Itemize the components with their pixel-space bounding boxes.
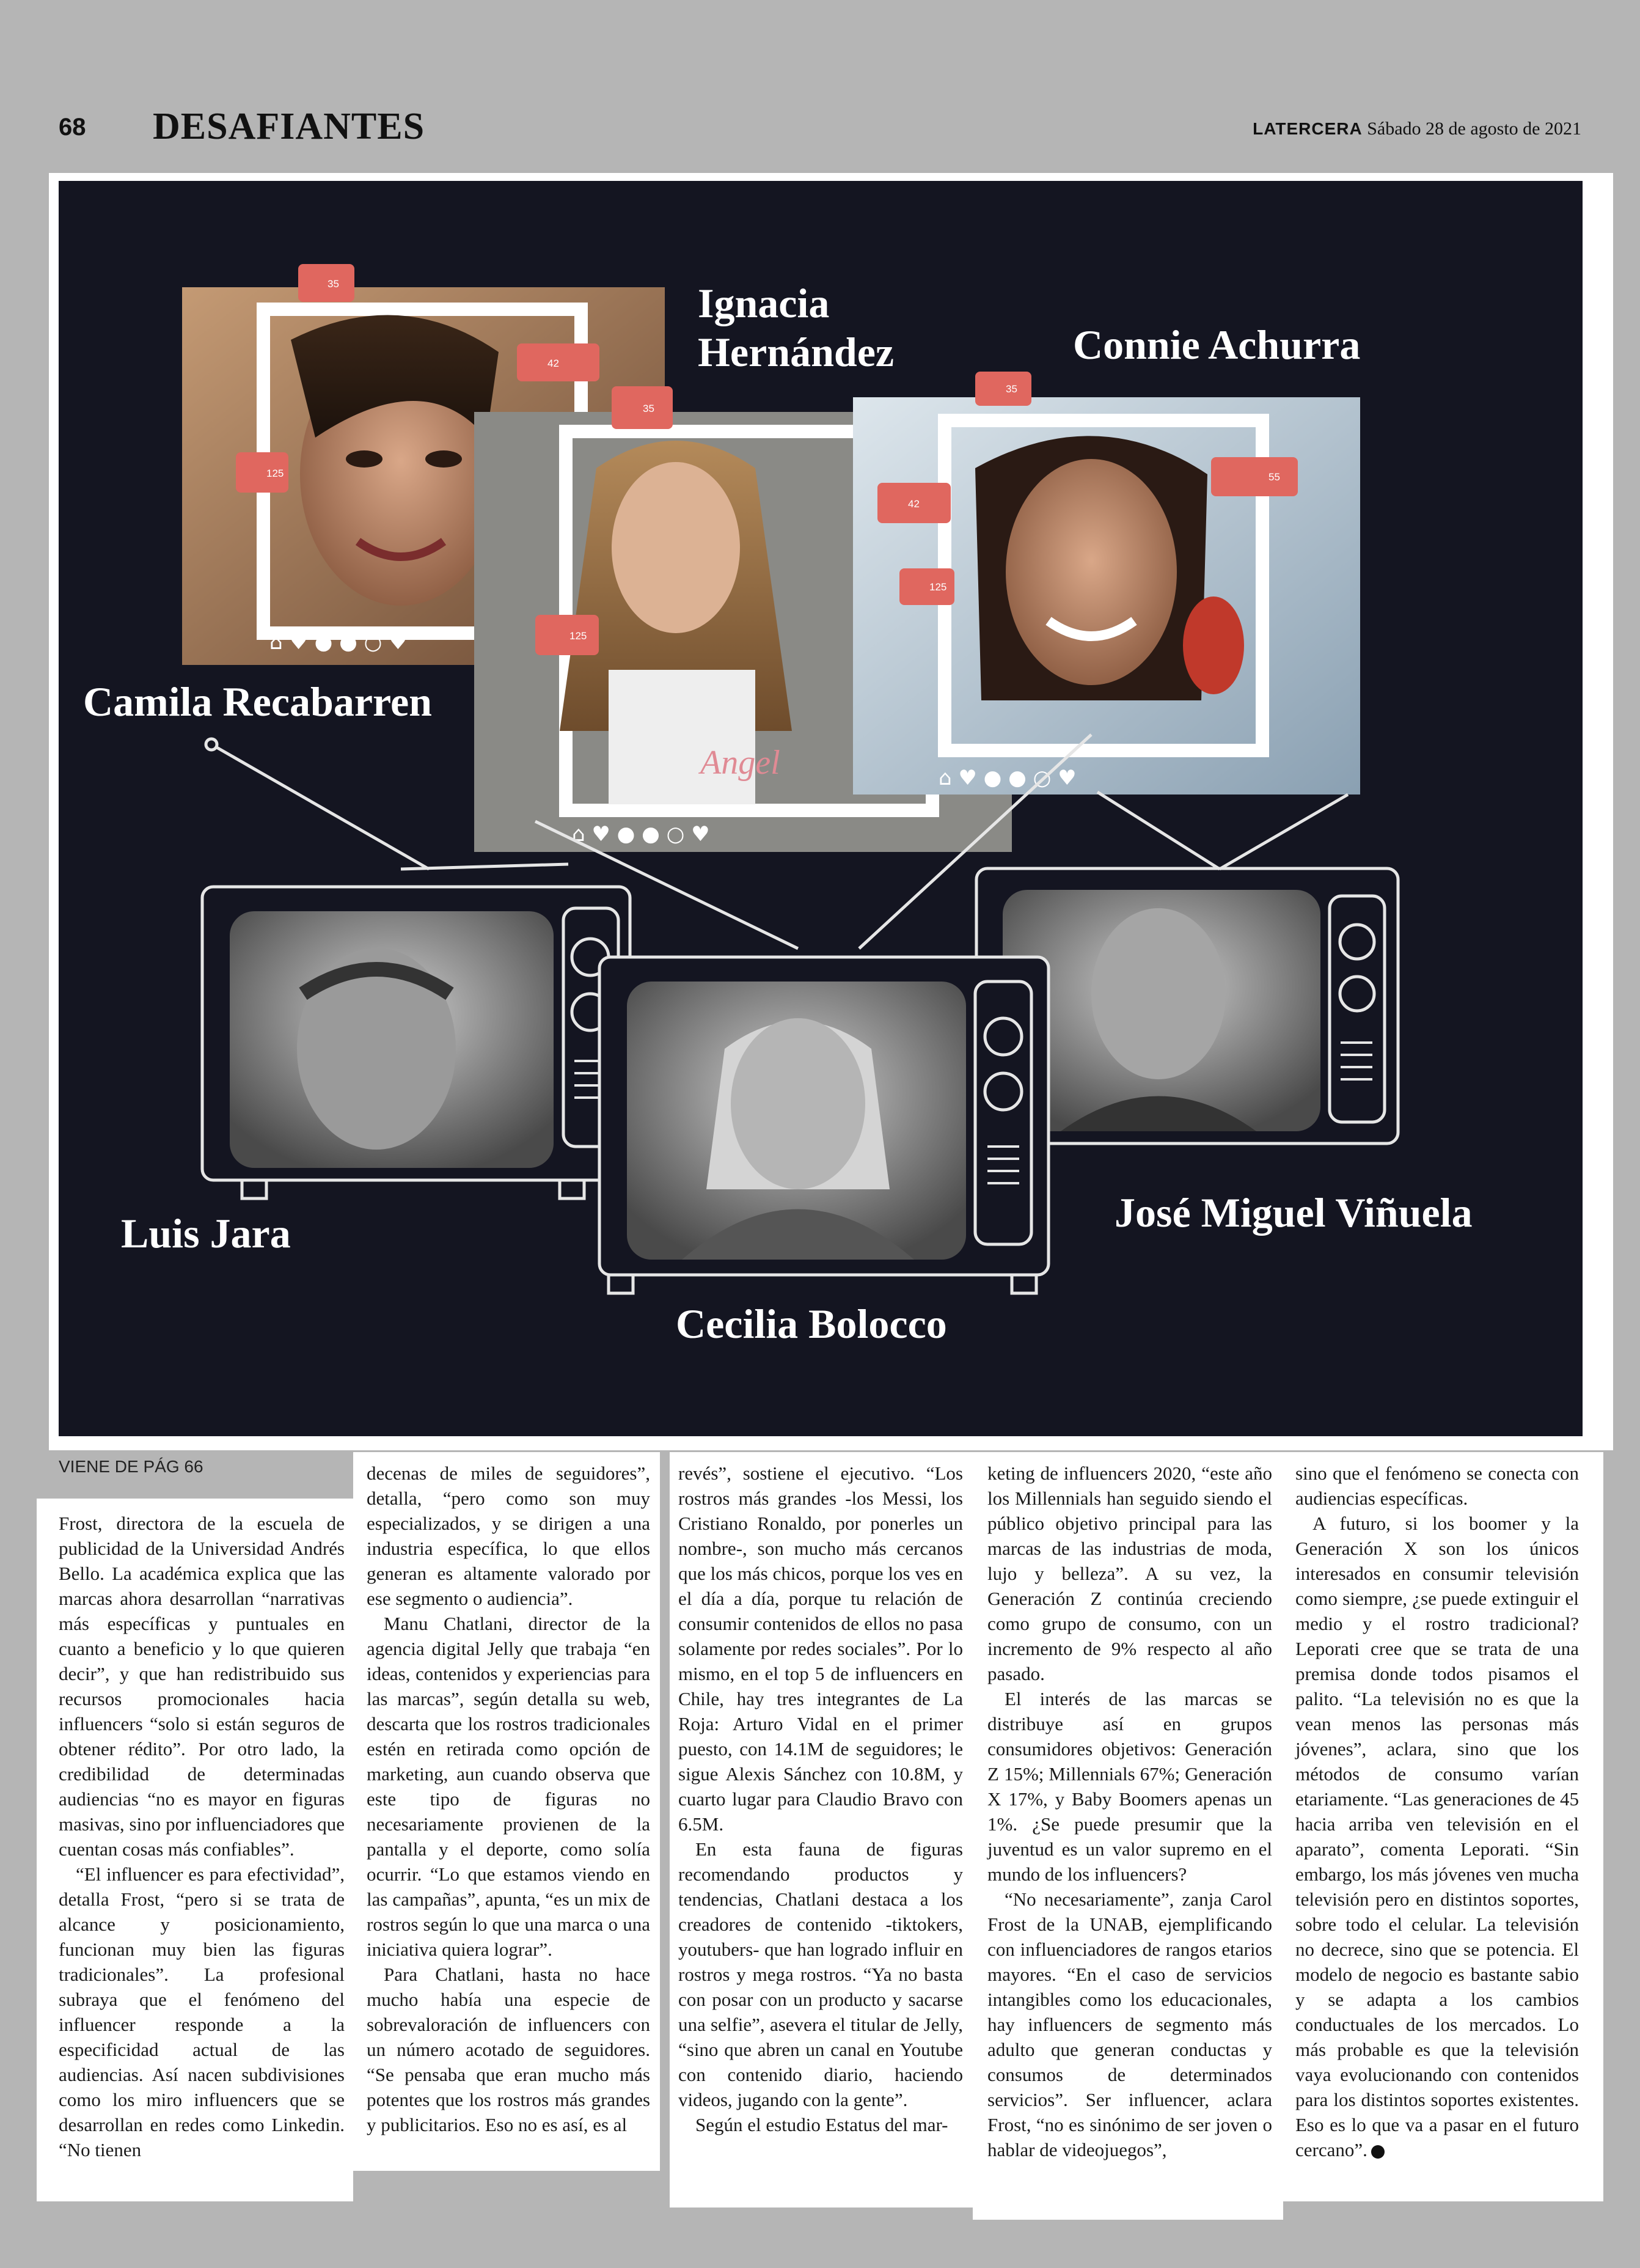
masthead-info [1253, 119, 1581, 139]
badge-comments [1211, 457, 1298, 496]
article-column-1 [37, 1499, 353, 2201]
shirt-text: Angel [700, 744, 780, 782]
badge-followers-count-2: 35 [643, 403, 654, 414]
article-column-3 [670, 1452, 973, 2207]
article-column-2 [353, 1452, 660, 2171]
label-cecilia: Cecilia Bolocco [676, 1301, 947, 1347]
issue-date: Sábado 28 de agosto de 2021 [1367, 119, 1581, 139]
badge-hearts-count-3: 125 [569, 630, 587, 642]
paragraph-with-endmark [1295, 1511, 1579, 2162]
paragraph: Manu Chatlani, director de la agencia digital Jelly que trabaja “en ideas, contenidos y experiencias para las marcas”, según detalla su web, descarta que los rostros tradicionales estén en retirada como opción de marketing, aun cuando observa que este tipo de figuras no necesariamente provienen de la pantalla y el deporte, como solía ocurrir. “Lo que estamos viendo en las campañas”, apunta, “es un mix de rostros según lo que una marca o una iniciativa quiera lograr”. [367, 1613, 650, 1960]
paragraph: sino que el fenómeno se conecta con audiencias específicas. [1295, 1462, 1579, 1509]
paragraph: keting de influencers 2020, “este año los Millennials han seguido siendo el público objetivo principal para las marcas de las industrias de moda, lujo y belleza”. A su vez, la Generación Z continúa creciendo como grupo de consumo, con un incremento de 9% respecto al año pasado. [987, 1462, 1272, 1684]
badge-likes-count: 42 [547, 358, 559, 369]
badge-followers-2 [612, 386, 673, 429]
paragraph: Para Chatlani, hasta no hace mucho había una especie de sobrevaloración de influencers con un número acotado de seguidores. “Se pensaba que eran mucho más potentes que los rostros más grandes y publicitarios. Eso no es así, es al [367, 1964, 650, 2135]
label-jose: José Miguel Viñuela [1115, 1189, 1473, 1236]
paragraph: “El influencer es para efectividad”, detalla Frost, “pero si se trata de alcance y posicionamiento, funcionan muy bien las figuras tradicionales”. La profesional subraya que el fenómeno del influencer responde a la especificidad actual de las audiencias. Así nacen subdivisiones como los miro influencers que se desarrollan en redes como Linkedin. “No tienen [59, 1863, 345, 2160]
label-ignacia: Ignacia Hernández [698, 280, 895, 375]
section-title: DESAFIANTES [153, 106, 425, 147]
svg-text:⌂ ♥ ● ● ○ ♥: ⌂ ♥ ● ● ○ ♥ [572, 822, 710, 846]
page-number: 68 [59, 114, 86, 141]
svg-text:⌂ ♥ ● ● ○ ♥: ⌂ ♥ ● ● ○ ♥ [939, 766, 1077, 790]
badge-hearts-3 [535, 615, 599, 655]
badge-hearts-count-2: 125 [929, 581, 947, 593]
badge-followers-count: 35 [328, 278, 339, 290]
label-luis: Luis Jara [121, 1210, 291, 1257]
hero-illustration [59, 181, 1583, 1436]
tv-cecilia [599, 957, 1049, 1293]
label-camila: Camila Recabarren [83, 678, 432, 725]
badge-hearts [236, 452, 288, 493]
paragraph: decenas de miles de seguidores”, detalla, “pero como son muy especializados, y se dirigen a una industria específica, lo que ellos generan es altamente valorado por ese segmento o audiencia”. [367, 1462, 650, 1609]
paragraph: El interés de las marcas se distribuye así en grupos consumidores objetivos: Generación Z 15%; Millennials 67%; Generación X 17%, y Baby Boomers apenas un 1%. ¿Se puede presumir que la juventud es un valor supremo en el mundo de los influencers? [987, 1688, 1272, 1885]
badge-followers [298, 264, 354, 302]
badge-comments-count: 55 [1268, 471, 1280, 483]
badge-followers-count-3: 35 [1006, 383, 1017, 395]
paragraph: “No necesariamente”, zanja Carol Frost de la UNAB, ejemplificando con influenciadores de rangos etarios mayores. “En el caso de servicios intangibles como los educacionales, hay influencers de segmento más adulto que generan conductas y consumos de determinados servicios”. Ser influencer, aclara Frost, “no es sinónimo de ser joven o hablar de videojuegos”, [987, 1888, 1272, 2160]
continued-from: VIENE DE PÁG 66 [59, 1457, 203, 1476]
brand-name: LATERCERA [1253, 119, 1363, 138]
paragraph: Según el estudio Estatus del mar- [695, 2114, 948, 2135]
paragraph: revés”, sostiene el ejecutivo. “Los rostros más grandes -los Messi, los Cristiano Ronaldo, por ponerles un nombre-, son mucho más cercanos que los más chicos, porque los ves en el día a día, porque tu relación de consumir contenidos de ellos no pasa solamente por redes sociales”. Por lo mismo, en el top 5 de influencers en Chile, hay tres integrantes de La Roja: Arturo Vidal en el primer puesto, con 14.1M de seguidores; le sigue Alexis Sánchez con 10.8M, y cuarto lugar para Claudio Bravo con 6.5M. [678, 1462, 963, 1835]
badge-hearts-2 [899, 568, 954, 605]
tv-luis [202, 887, 630, 1198]
article-column-5 [1283, 1452, 1603, 2201]
paragraph: En esta fauna de figuras recomendando productos y tendencias, Chatlani destaca a los creadores de contenido -tiktokers, youtubers- que han logrado influir en rostros y mega rostros. “Ya no basta con posar con un producto y sacarse una selfie”, asevera el titular de Jelly, “sino que abren un canal en Youtube con contenido diario, haciendo videos, jugando con la gente”. [678, 1838, 963, 2110]
svg-text:⌂ ♥ ● ● ○ ♥: ⌂ ♥ ● ● ○ ♥ [269, 630, 408, 655]
badge-hearts-count: 125 [266, 468, 284, 479]
label-connie: Connie Achurra [1073, 321, 1361, 368]
badge-likes-2 [877, 483, 951, 523]
article-column-4 [973, 1452, 1283, 2220]
badge-likes [517, 343, 599, 381]
badge-followers-3 [975, 372, 1031, 406]
paragraph: A futuro, si los boomer y la Generación X son los únicos interesados en consumir televisión como siempre, ¿se puede extinguir el medio y el rostro tradicional? Leporati cree que se trata de una premisa donde todos pisamos el palito. “La televisión no es que la vean menos las personas más jóvenes”, aclara, sino que los métodos de consumo varían etariamente. “Las generaciones de 45 hacia arriba ven televisión en el aparato”, comenta Leporati. “Sin embargo, los más jóvenes ven mucha televisión pero en distintos soportes, sobre todo el celular. La televisión no decrece, sino que se potencia. El modelo de negocio es bastante sabio y se adapta a los cambios conductuales de los mercados. Lo más probable es que la televisión vaya evolucionando con contenidos para los distintos soportes existentes. Eso es lo que va a pasar en el futuro cercano”. [1295, 1513, 1579, 2160]
badge-likes-count-2: 42 [908, 498, 920, 510]
paragraph: Frost, directora de la escuela de publicidad de la Universidad Andrés Bello. La académica explica que las marcas ahora desarrollan “narrativas más específicas y puntuales en cuanto a beneficio y lo que quieren decir”, y que han redistribuido sus recursos promocionales hacia influencers “solo si están seguros de obtener rédito”. Por otro lado, la credibilidad de determinadas audiencias “no es mayor en figuras masivas, sino por influenciadores que cuentan cosas más confiables”. [59, 1513, 345, 1860]
end-of-article-mark [1371, 2145, 1385, 2159]
